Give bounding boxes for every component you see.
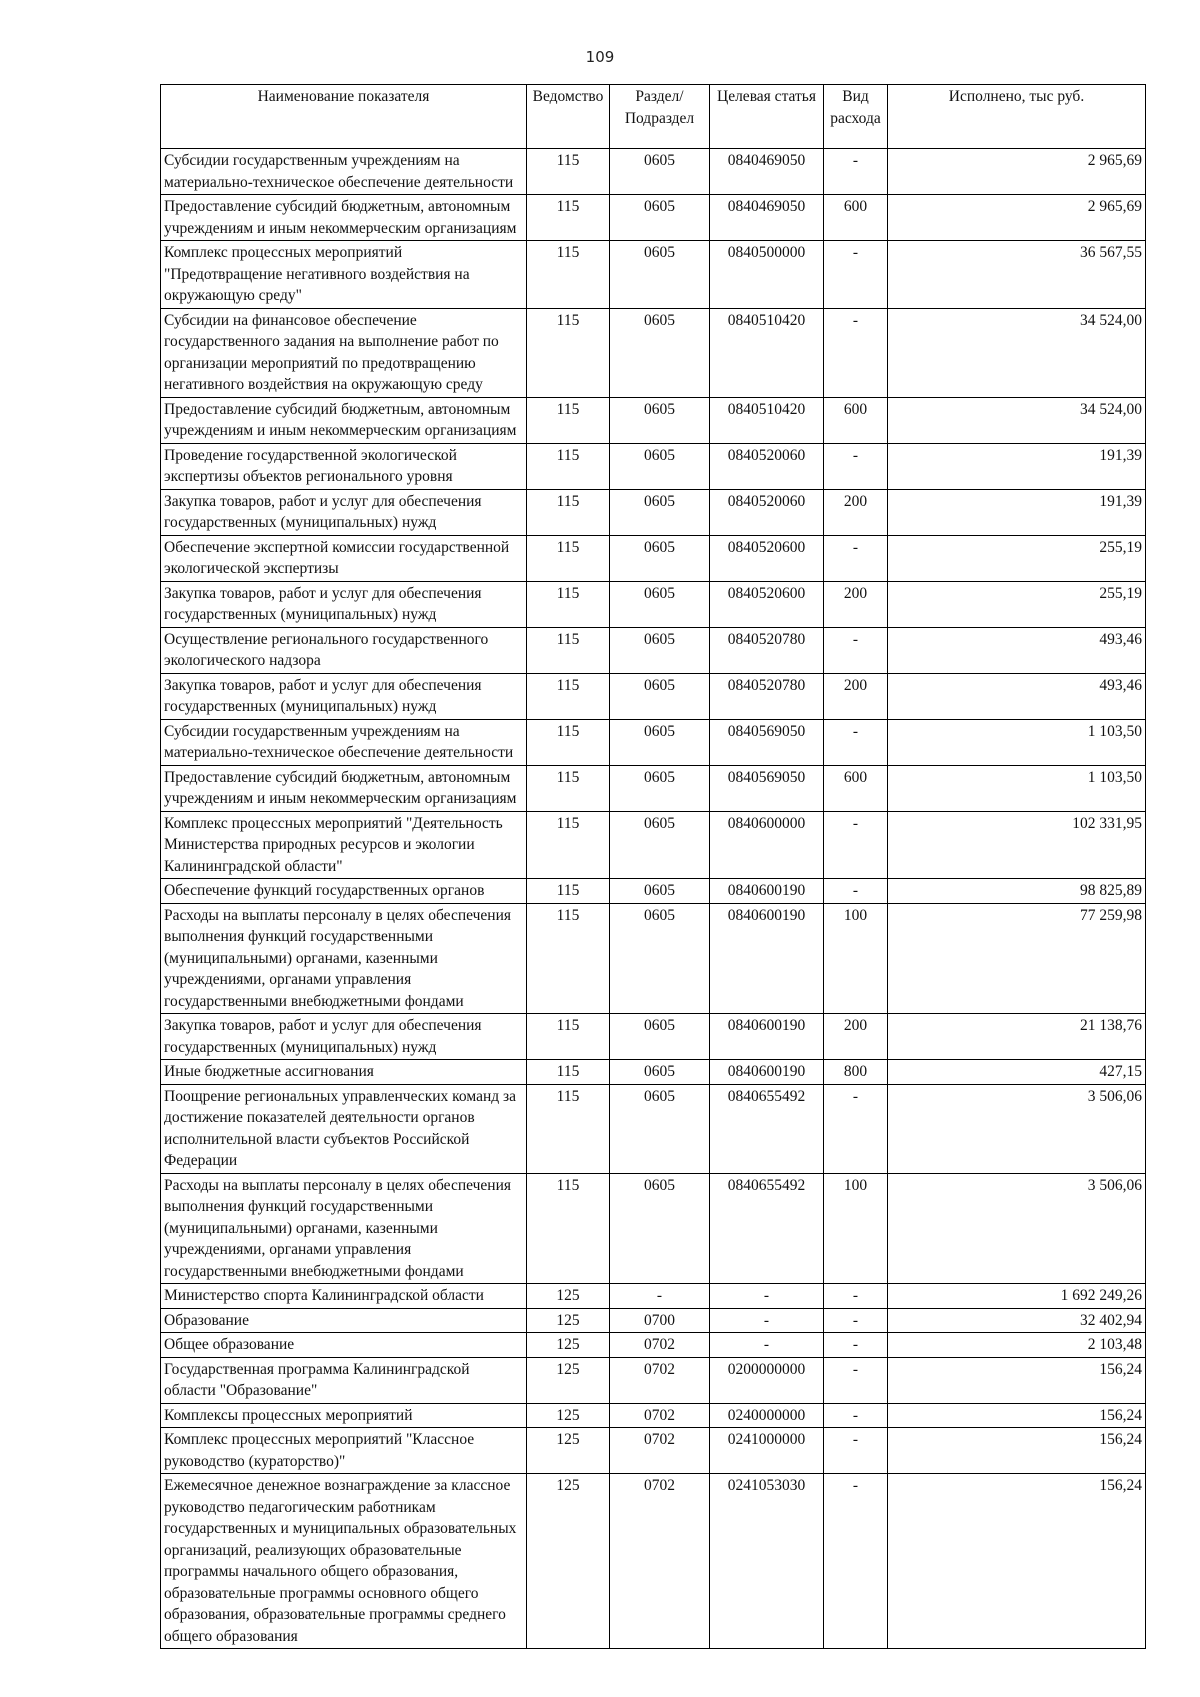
cell-name: Субсидии на финансовое обеспечение государственного задания на выполнение работ по организации мероприятий по предотвращению негативного воздействия на окружающую среду (161, 308, 527, 397)
cell-name: Иные бюджетные ассигнования (161, 1060, 527, 1085)
cell-name: Расходы на выплаты персоналу в целях обеспечения выполнения функций государственными (муниципальными) органами, казенными учреждениями, органами управления государственными внебюджетными фондами (161, 1173, 527, 1284)
cell-expense: - (824, 627, 888, 673)
cell-name: Образование (161, 1308, 527, 1333)
cell-dept: 115 (527, 1084, 610, 1173)
cell-target: 0840655492 (710, 1084, 824, 1173)
cell-section: 0702 (610, 1403, 710, 1428)
cell-name: Обеспечение экспертной комиссии государственной экологической экспертизы (161, 535, 527, 581)
cell-dept: 115 (527, 1060, 610, 1085)
cell-section: 0605 (610, 627, 710, 673)
cell-target: 0840520600 (710, 581, 824, 627)
cell-name: Закупка товаров, работ и услуг для обеспечения государственных (муниципальных) нужд (161, 581, 527, 627)
cell-dept: 115 (527, 195, 610, 241)
cell-section: 0702 (610, 1357, 710, 1403)
cell-target: 0840520600 (710, 535, 824, 581)
cell-name: Закупка товаров, работ и услуг для обеспечения государственных (муниципальных) нужд (161, 673, 527, 719)
table-row (161, 1060, 1146, 1085)
table-row (161, 1284, 1146, 1309)
cell-dept: 115 (527, 903, 610, 1014)
cell-expense: 100 (824, 1173, 888, 1284)
cell-name: Поощрение региональных управленческих команд за достижение показателей деятельности органов исполнительной власти субъектов Российской Федерации (161, 1084, 527, 1173)
header-dept: Ведомство (527, 85, 610, 149)
cell-dept: 115 (527, 673, 610, 719)
table-row (161, 1308, 1146, 1333)
cell-target: - (710, 1284, 824, 1309)
cell-dept: 115 (527, 879, 610, 904)
table-row (161, 149, 1146, 195)
cell-dept: 115 (527, 443, 610, 489)
table-row (161, 241, 1146, 309)
table-row (161, 673, 1146, 719)
cell-dept: 125 (527, 1308, 610, 1333)
cell-expense: - (824, 1308, 888, 1333)
cell-executed: 156,24 (888, 1403, 1146, 1428)
cell-executed: 156,24 (888, 1428, 1146, 1474)
cell-dept: 115 (527, 765, 610, 811)
cell-name: Осуществление регионального государственного экологического надзора (161, 627, 527, 673)
cell-executed: 98 825,89 (888, 879, 1146, 904)
cell-dept: 115 (527, 1014, 610, 1060)
cell-section: 0605 (610, 1060, 710, 1085)
cell-name: Субсидии государственным учреждениям на материально-техническое обеспечение деятельности (161, 719, 527, 765)
cell-expense: - (824, 241, 888, 309)
cell-executed: 32 402,94 (888, 1308, 1146, 1333)
cell-executed: 3 506,06 (888, 1173, 1146, 1284)
cell-name: Закупка товаров, работ и услуг для обеспечения государственных (муниципальных) нужд (161, 1014, 527, 1060)
cell-executed: 156,24 (888, 1474, 1146, 1649)
cell-target: 0840510420 (710, 397, 824, 443)
cell-name: Закупка товаров, работ и услуг для обеспечения государственных (муниципальных) нужд (161, 489, 527, 535)
cell-expense: 200 (824, 489, 888, 535)
header-executed: Исполнено, тыс руб. (888, 85, 1146, 149)
header-expense: Вид расхода (824, 85, 888, 149)
cell-section: 0605 (610, 1014, 710, 1060)
cell-target: 0840600190 (710, 903, 824, 1014)
cell-dept: 115 (527, 581, 610, 627)
table-row (161, 1084, 1146, 1173)
cell-target: 0241000000 (710, 1428, 824, 1474)
cell-target: 0840569050 (710, 765, 824, 811)
cell-dept: 115 (527, 1173, 610, 1284)
table-row (161, 1357, 1146, 1403)
header-target: Целевая статья (710, 85, 824, 149)
cell-executed: 3 506,06 (888, 1084, 1146, 1173)
header-name: Наименование показателя (161, 85, 527, 149)
cell-target: 0241053030 (710, 1474, 824, 1649)
cell-dept: 125 (527, 1428, 610, 1474)
cell-dept: 115 (527, 149, 610, 195)
cell-expense: - (824, 443, 888, 489)
page-number: 109 (585, 48, 615, 66)
cell-section: - (610, 1284, 710, 1309)
cell-target: 0840655492 (710, 1173, 824, 1284)
cell-dept: 115 (527, 627, 610, 673)
header-section: Раздел/ Подраздел (610, 85, 710, 149)
cell-executed: 2 103,48 (888, 1333, 1146, 1358)
cell-name: Общее образование (161, 1333, 527, 1358)
cell-expense: - (824, 879, 888, 904)
table-row (161, 443, 1146, 489)
cell-expense: 600 (824, 195, 888, 241)
cell-target: 0840520060 (710, 489, 824, 535)
cell-expense: - (824, 719, 888, 765)
cell-expense: - (824, 1474, 888, 1649)
cell-expense: 200 (824, 673, 888, 719)
cell-executed: 493,46 (888, 673, 1146, 719)
cell-dept: 125 (527, 1333, 610, 1358)
table-row (161, 1403, 1146, 1428)
cell-target: 0840600000 (710, 811, 824, 879)
cell-name: Обеспечение функций государственных органов (161, 879, 527, 904)
cell-section: 0605 (610, 879, 710, 904)
cell-section: 0605 (610, 581, 710, 627)
cell-expense: - (824, 149, 888, 195)
cell-executed: 36 567,55 (888, 241, 1146, 309)
cell-section: 0605 (610, 241, 710, 309)
cell-name: Министерство спорта Калининградской области (161, 1284, 527, 1309)
cell-executed: 255,19 (888, 535, 1146, 581)
cell-expense: 800 (824, 1060, 888, 1085)
table-row (161, 1333, 1146, 1358)
cell-expense: - (824, 535, 888, 581)
cell-target: 0840500000 (710, 241, 824, 309)
cell-expense: - (824, 1333, 888, 1358)
table-row (161, 903, 1146, 1014)
cell-target: 0240000000 (710, 1403, 824, 1428)
table-row (161, 308, 1146, 397)
cell-name: Государственная программа Калининградской области "Образование" (161, 1357, 527, 1403)
cell-executed: 2 965,69 (888, 149, 1146, 195)
cell-target: - (710, 1308, 824, 1333)
cell-target: 0840600190 (710, 1060, 824, 1085)
table-row (161, 581, 1146, 627)
table-row (161, 489, 1146, 535)
cell-section: 0702 (610, 1474, 710, 1649)
cell-dept: 125 (527, 1284, 610, 1309)
cell-name: Комплексы процессных мероприятий (161, 1403, 527, 1428)
cell-executed: 1 103,50 (888, 719, 1146, 765)
cell-target: - (710, 1333, 824, 1358)
cell-section: 0605 (610, 195, 710, 241)
table-body (161, 149, 1146, 1649)
cell-target: 0840469050 (710, 149, 824, 195)
cell-section: 0702 (610, 1333, 710, 1358)
cell-executed: 2 965,69 (888, 195, 1146, 241)
table-row (161, 879, 1146, 904)
cell-name: Комплекс процессных мероприятий "Деятельность Министерства природных ресурсов и экологии Калининградской области" (161, 811, 527, 879)
cell-name: Комплекс процессных мероприятий "Классное руководство (кураторство)" (161, 1428, 527, 1474)
cell-dept: 115 (527, 241, 610, 309)
cell-executed: 34 524,00 (888, 397, 1146, 443)
cell-target: 0840600190 (710, 1014, 824, 1060)
cell-section: 0605 (610, 903, 710, 1014)
cell-section: 0605 (610, 489, 710, 535)
cell-section: 0605 (610, 397, 710, 443)
table-row (161, 397, 1146, 443)
cell-dept: 125 (527, 1474, 610, 1649)
cell-executed: 255,19 (888, 581, 1146, 627)
cell-executed: 191,39 (888, 489, 1146, 535)
cell-expense: - (824, 1357, 888, 1403)
cell-executed: 493,46 (888, 627, 1146, 673)
cell-executed: 34 524,00 (888, 308, 1146, 397)
cell-expense: 600 (824, 397, 888, 443)
cell-executed: 191,39 (888, 443, 1146, 489)
cell-target: 0840569050 (710, 719, 824, 765)
cell-executed: 1 692 249,26 (888, 1284, 1146, 1309)
cell-name: Проведение государственной экологической экспертизы объектов регионального уровня (161, 443, 527, 489)
cell-name: Комплекс процессных мероприятий "Предотвращение негативного воздействия на окружающую среду" (161, 241, 527, 309)
cell-expense: 600 (824, 765, 888, 811)
table-row (161, 195, 1146, 241)
cell-section: 0605 (610, 673, 710, 719)
cell-expense: - (824, 1084, 888, 1173)
cell-section: 0702 (610, 1428, 710, 1474)
table-row (161, 719, 1146, 765)
cell-executed: 156,24 (888, 1357, 1146, 1403)
cell-expense: - (824, 308, 888, 397)
table-row (161, 1428, 1146, 1474)
cell-executed: 77 259,98 (888, 903, 1146, 1014)
cell-name: Предоставление субсидий бюджетным, автономным учреждениям и иным некоммерческим организациям (161, 195, 527, 241)
cell-dept: 115 (527, 489, 610, 535)
cell-name: Ежемесячное денежное вознаграждение за классное руководство педагогическим работникам государственных и муниципальных образовательных организаций, реализующих образовательные программы начального общего образования, образовательные программы основного общего образования, образовательные программы среднего общего образования (161, 1474, 527, 1649)
cell-name: Предоставление субсидий бюджетным, автономным учреждениям и иным некоммерческим организациям (161, 765, 527, 811)
cell-executed: 102 331,95 (888, 811, 1146, 879)
cell-dept: 115 (527, 535, 610, 581)
table-row (161, 811, 1146, 879)
cell-section: 0605 (610, 811, 710, 879)
cell-expense: - (824, 1284, 888, 1309)
cell-target: 0840600190 (710, 879, 824, 904)
cell-target: 0840520780 (710, 673, 824, 719)
cell-name: Субсидии государственным учреждениям на материально-техническое обеспечение деятельности (161, 149, 527, 195)
cell-section: 0605 (610, 535, 710, 581)
cell-executed: 427,15 (888, 1060, 1146, 1085)
budget-table (160, 84, 1146, 1649)
cell-target: 0840510420 (710, 308, 824, 397)
cell-name: Расходы на выплаты персоналу в целях обеспечения выполнения функций государственными (муниципальными) органами, казенными учреждениями, органами управления государственными внебюджетными фондами (161, 903, 527, 1014)
cell-section: 0605 (610, 719, 710, 765)
cell-dept: 125 (527, 1357, 610, 1403)
cell-section: 0605 (610, 1173, 710, 1284)
cell-target: 0840520780 (710, 627, 824, 673)
table-row (161, 627, 1146, 673)
cell-section: 0605 (610, 1084, 710, 1173)
cell-expense: 200 (824, 1014, 888, 1060)
cell-section: 0605 (610, 765, 710, 811)
cell-expense: - (824, 1403, 888, 1428)
cell-expense: - (824, 1428, 888, 1474)
cell-executed: 21 138,76 (888, 1014, 1146, 1060)
table-header-row (161, 85, 1146, 149)
cell-section: 0700 (610, 1308, 710, 1333)
cell-section: 0605 (610, 308, 710, 397)
cell-name: Предоставление субсидий бюджетным, автономным учреждениям и иным некоммерческим организациям (161, 397, 527, 443)
cell-target: 0840520060 (710, 443, 824, 489)
cell-expense: - (824, 811, 888, 879)
cell-dept: 115 (527, 308, 610, 397)
table-row (161, 765, 1146, 811)
cell-dept: 115 (527, 397, 610, 443)
cell-dept: 115 (527, 811, 610, 879)
cell-section: 0605 (610, 443, 710, 489)
cell-dept: 125 (527, 1403, 610, 1428)
cell-target: 0200000000 (710, 1357, 824, 1403)
table-row (161, 1474, 1146, 1649)
cell-section: 0605 (610, 149, 710, 195)
cell-expense: 100 (824, 903, 888, 1014)
table-row (161, 1014, 1146, 1060)
table-row (161, 1173, 1146, 1284)
table-row (161, 535, 1146, 581)
cell-target: 0840469050 (710, 195, 824, 241)
cell-executed: 1 103,50 (888, 765, 1146, 811)
cell-expense: 200 (824, 581, 888, 627)
cell-dept: 115 (527, 719, 610, 765)
